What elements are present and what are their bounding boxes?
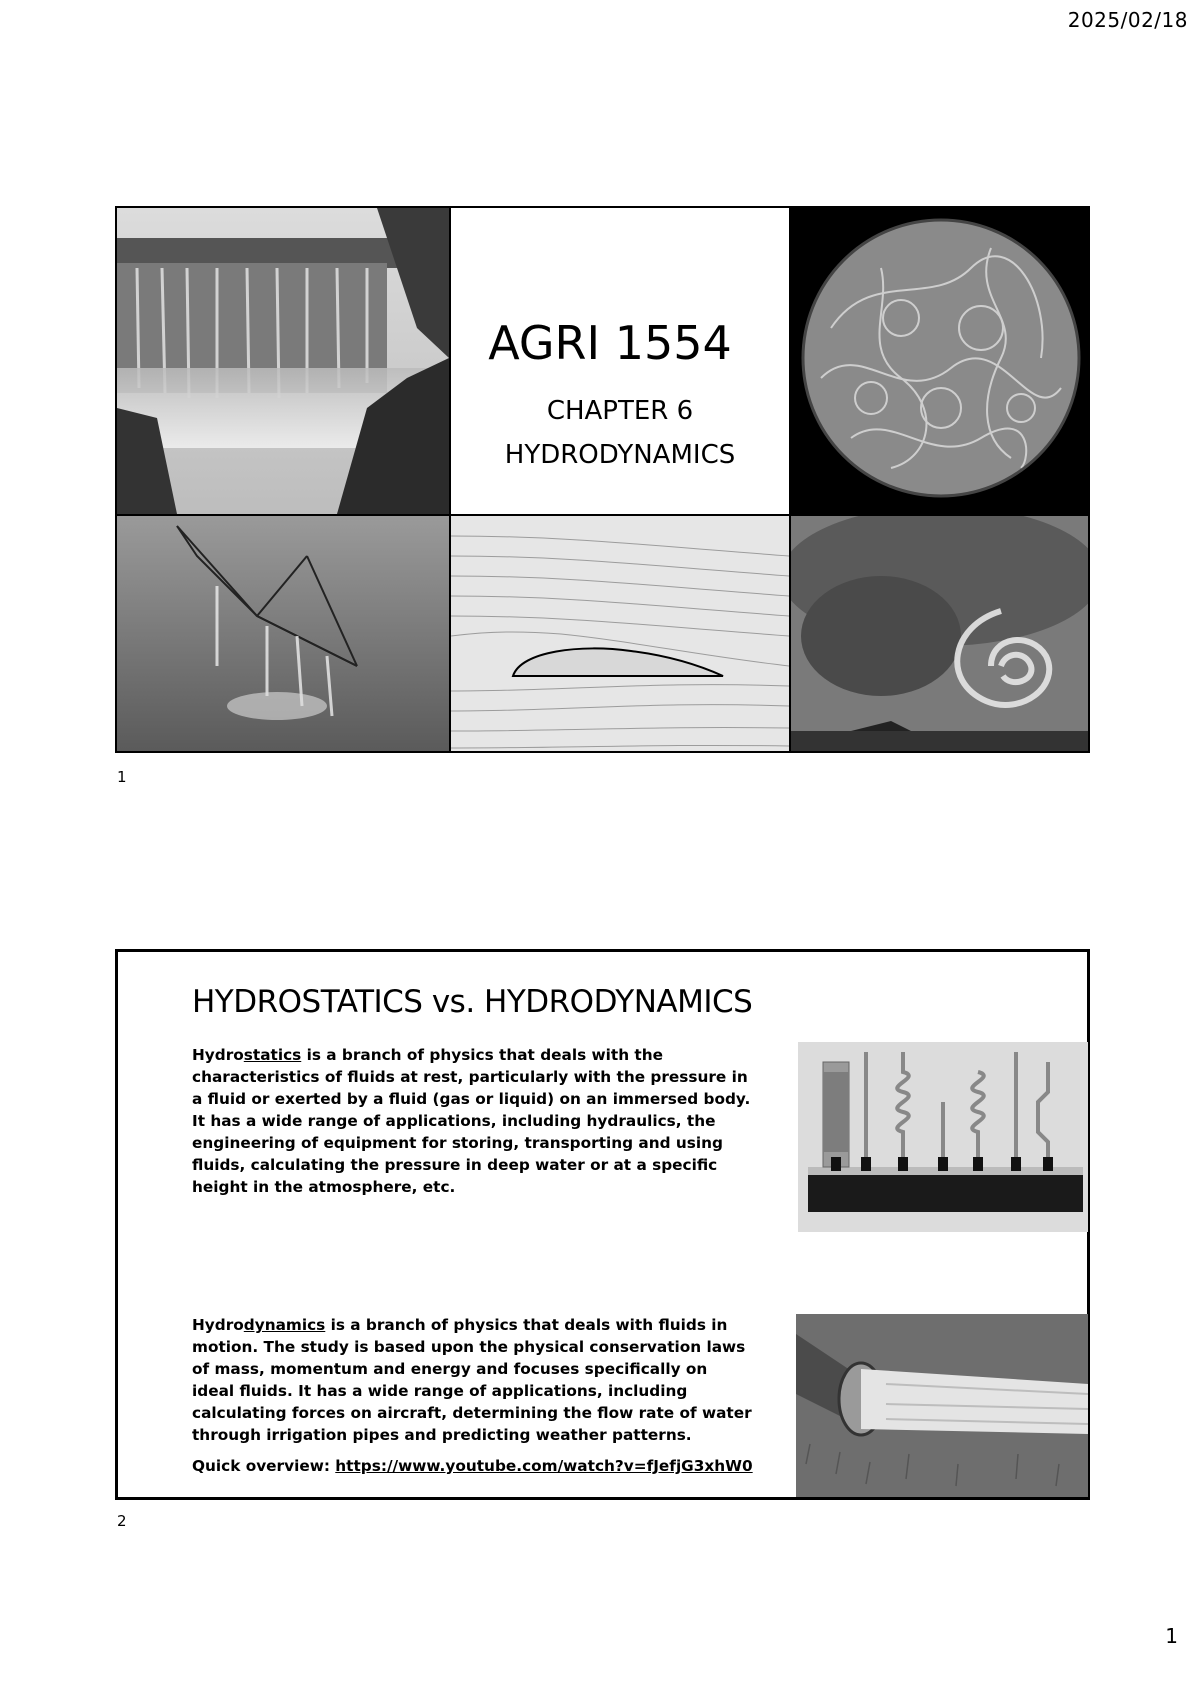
tubes-image xyxy=(798,1042,1088,1232)
hydrodynamics-prefix: Hydro xyxy=(192,1316,244,1334)
document-date: 2025/02/18 xyxy=(1067,8,1188,32)
slide-title: HYDROSTATICS vs. HYDRODYNAMICS xyxy=(192,984,753,1020)
slide-2 xyxy=(115,949,1090,1500)
irrigation-image xyxy=(117,516,449,753)
page-number: 1 xyxy=(1165,1624,1178,1648)
chapter-topic: HYDRODYNAMICS xyxy=(504,440,736,470)
overview-label: Quick overview: xyxy=(192,1457,336,1475)
slide-1 xyxy=(115,206,1090,753)
title-panel xyxy=(451,208,789,514)
slide-1-number: 1 xyxy=(117,768,127,786)
waterfall-image xyxy=(117,208,449,514)
hydrodynamics-term: dynamics xyxy=(243,1316,326,1334)
hydrostatics-body: is a branch of physics that deals with the characteristics of fluids at rest, particularly with the pressure in a fluid or exerted by a fluid (gas or liquid) on an immersed body. It has a wide range of applications, including hydraulics, the engineering of equipment for storing, transporting and using fluids, calculating the pressure in deep water or at a specific height in the atmosphere, etc. xyxy=(192,1046,751,1196)
chapter-label: CHAPTER 6 xyxy=(546,396,694,426)
airfoil-streamlines-image xyxy=(451,516,789,753)
pipe-water-image xyxy=(796,1314,1088,1497)
slide-2-number: 2 xyxy=(117,1512,127,1530)
hydrostatics-prefix: Hydro xyxy=(192,1046,244,1064)
turbulence-image xyxy=(791,208,1090,514)
hydrodynamics-paragraph xyxy=(192,1314,752,1446)
hydrostatics-term: statics xyxy=(243,1046,302,1064)
quick-overview-line xyxy=(192,1455,792,1477)
overview-link[interactable]: https://www.youtube.com/watch?v=fJefjG3xhW0 xyxy=(335,1457,753,1475)
hydrodynamics-body: is a branch of physics that deals with fluids in motion. The study is based upon the physical conservation laws of mass, momentum and energy and focuses specifically on ideal fluids. It has a wide range of applications, including calculating forces on aircraft, determining the flow rate of water through irrigation pipes and predicting weather patterns. xyxy=(192,1316,752,1444)
wingtip-vortex-image xyxy=(791,516,1090,753)
course-code: AGRI 1554 xyxy=(488,316,732,370)
hydrostatics-paragraph xyxy=(192,1044,752,1198)
